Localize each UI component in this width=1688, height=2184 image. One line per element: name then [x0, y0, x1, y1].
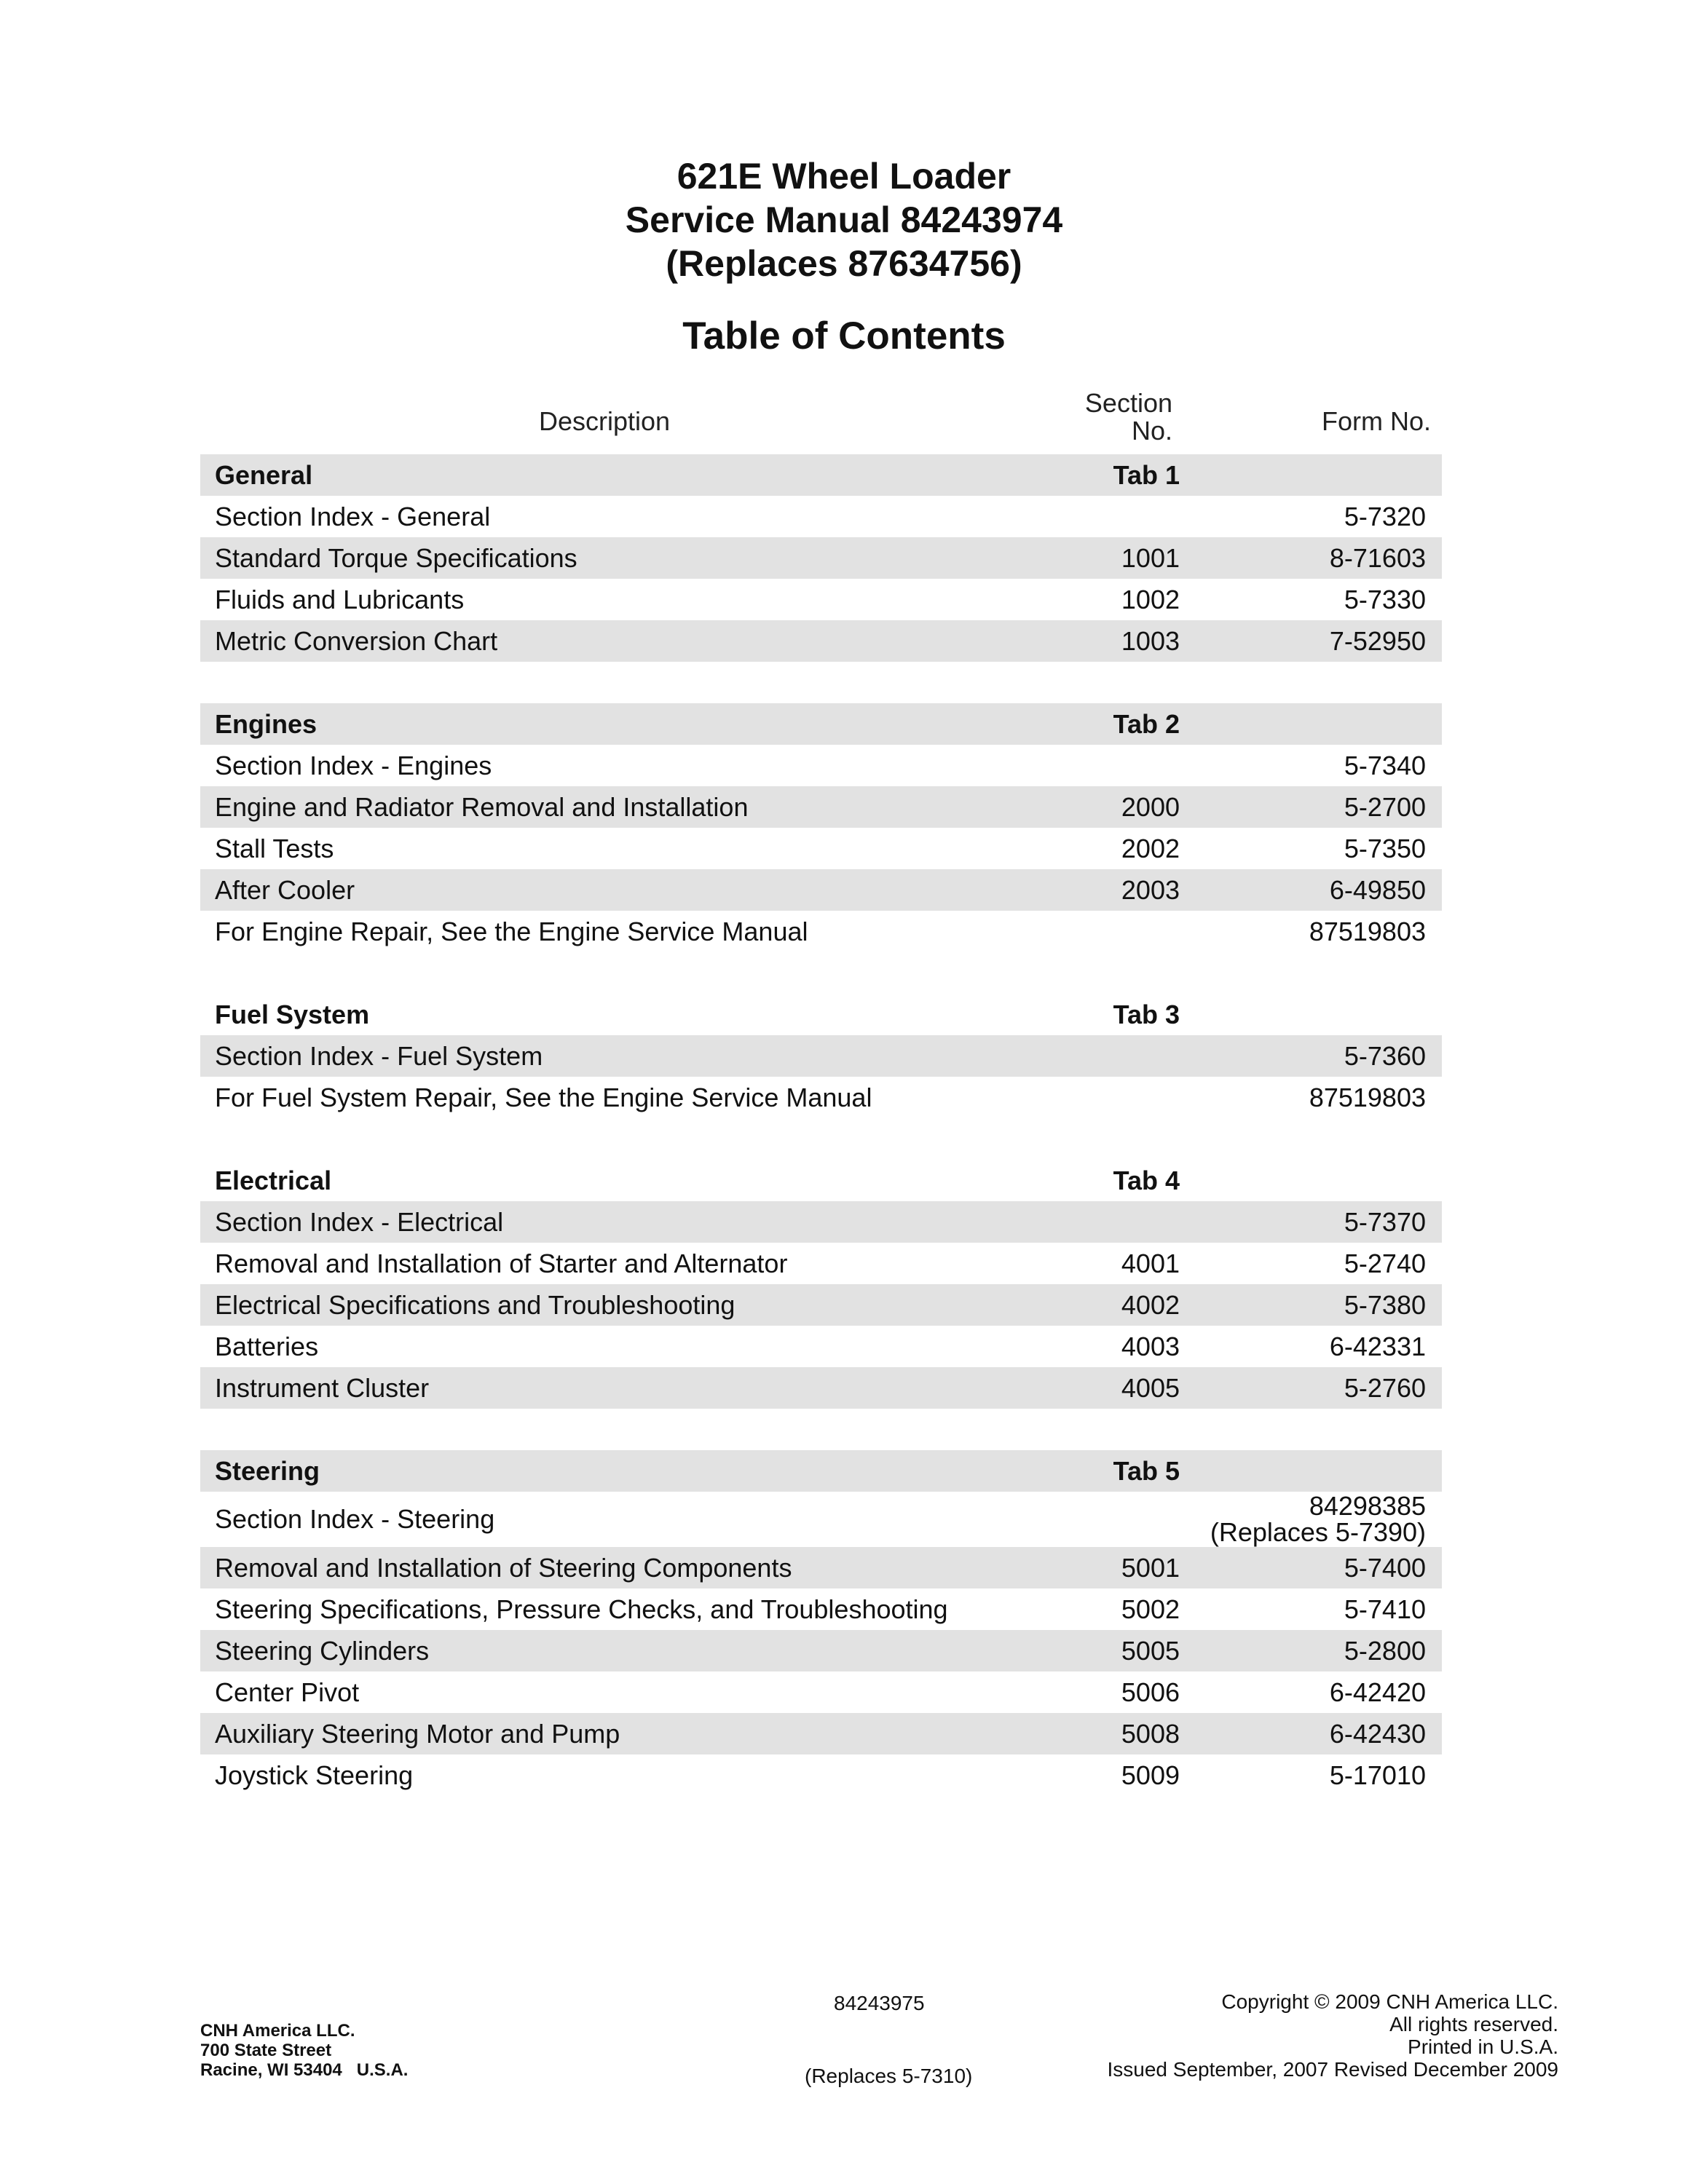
toc-form-number-value: 8-71603 — [1329, 542, 1426, 573]
toc-form-number — [1344, 1289, 1426, 1320]
toc-group-title: Steering — [215, 1455, 320, 1486]
toc-form-number-value: 5-7380 — [1344, 1289, 1426, 1320]
toc-form-number — [1330, 1762, 1426, 1789]
toc-group-title: Fuel System — [215, 999, 370, 1029]
toc-form-number-value: 87519803 — [1309, 1082, 1426, 1112]
toc-form-number — [1329, 625, 1426, 656]
toc-section-number: Tab 5 — [1113, 1455, 1180, 1486]
toc-form-replaces: (Replaces 5-7390) — [1210, 1517, 1426, 1547]
toc-row — [200, 1671, 1442, 1713]
toc-form-number — [1329, 1331, 1426, 1361]
footer-replaces: (Replaces 5-7310) — [805, 2065, 973, 2087]
title-line-manual: Service Manual 84243974 — [625, 199, 1063, 240]
toc-table — [200, 454, 1442, 1837]
toc-form-number — [1344, 584, 1426, 614]
toc-row — [200, 911, 1442, 952]
toc-description: Removal and Installation of Steering Components — [215, 1552, 792, 1583]
toc-description: Steering Specifications, Pressure Checks, and Troubleshooting — [215, 1594, 948, 1624]
column-header-section-line2: No. — [1131, 416, 1172, 446]
toc-form-number-value: 5-7400 — [1344, 1552, 1426, 1583]
toc-description: For Engine Repair, See the Engine Service Manual — [215, 916, 808, 946]
toc-form-number — [1330, 1679, 1426, 1706]
toc-form-number-value: 5-2740 — [1344, 1248, 1426, 1278]
toc-row — [200, 1630, 1442, 1671]
toc-form-number-value: 5-7370 — [1344, 1206, 1426, 1237]
toc-row — [200, 1367, 1442, 1409]
toc-spacer-row — [200, 1796, 1442, 1837]
toc-form-number — [1344, 1635, 1426, 1666]
toc-form-number — [1344, 1594, 1426, 1624]
toc-form-number — [1344, 1040, 1426, 1071]
toc-section-number: 4003 — [1121, 1331, 1180, 1361]
publisher-city: Racine, WI 53404 U.S.A. — [200, 2060, 409, 2080]
toc-form-number — [1344, 1248, 1426, 1278]
toc-form-number — [1344, 501, 1426, 531]
column-header-section — [1078, 389, 1172, 445]
column-header-description: Description — [539, 406, 671, 436]
rights-line: All rights reserved. — [1389, 2013, 1558, 2035]
toc-section-number: 4002 — [1121, 1289, 1180, 1320]
toc-row — [200, 620, 1442, 662]
toc-description: Removal and Installation of Starter and Alternator — [215, 1248, 788, 1278]
toc-spacer-row — [200, 1409, 1442, 1450]
toc-row — [200, 869, 1442, 911]
toc-form-number — [1344, 791, 1426, 822]
toc-section-number: 5005 — [1121, 1635, 1180, 1666]
toc-form-number — [1344, 750, 1426, 780]
toc-description: After Cooler — [215, 874, 355, 905]
toc-form-number-value: 5-7410 — [1344, 1594, 1426, 1624]
toc-row — [200, 1243, 1442, 1284]
manual-title — [0, 154, 1688, 285]
toc-form-number-value: 84298385 — [1309, 1491, 1426, 1521]
toc-description: Section Index - Electrical — [215, 1206, 504, 1237]
toc-group-row — [200, 994, 1442, 1035]
toc-form-number — [1329, 874, 1426, 905]
printed-line: Printed in U.S.A. — [1408, 2035, 1558, 2058]
toc-form-number-value: 5-7350 — [1344, 833, 1426, 863]
publisher-name: CNH America LLC. — [200, 2021, 355, 2041]
toc-section-number: 5002 — [1121, 1594, 1180, 1624]
toc-description: Steering Cylinders — [215, 1635, 430, 1666]
toc-row — [200, 745, 1442, 786]
toc-form-number — [1344, 1206, 1426, 1237]
toc-spacer-row — [200, 1118, 1442, 1160]
toc-row — [200, 1547, 1442, 1588]
toc-section-number: 1002 — [1121, 584, 1180, 614]
toc-description: Section Index - General — [215, 501, 491, 531]
toc-form-number-value: 5-2700 — [1344, 791, 1426, 822]
copyright-line: Copyright © 2009 CNH America LLC. — [1221, 1990, 1558, 2013]
toc-spacer-row — [200, 662, 1442, 703]
toc-form-number-value: 5-7360 — [1344, 1040, 1426, 1071]
toc-description: Joystick Steering — [215, 1760, 414, 1790]
toc-section-number: 2002 — [1121, 833, 1180, 863]
toc-group-row — [200, 1450, 1442, 1492]
toc-row — [200, 537, 1442, 579]
toc-group-row — [200, 1160, 1442, 1201]
toc-form-number-value: 7-52950 — [1329, 625, 1426, 656]
toc-description: Center Pivot — [215, 1677, 360, 1707]
toc-description: Section Index - Fuel System — [215, 1040, 543, 1071]
toc-row — [200, 786, 1442, 828]
toc-section-number: Tab 1 — [1113, 459, 1180, 490]
toc-section-number: 4005 — [1121, 1372, 1180, 1403]
column-header-section-line1: Section — [1084, 388, 1172, 418]
issued-line: Issued September, 2007 Revised December 2009 — [1107, 2058, 1558, 2081]
footer-form-number: 84243975 — [834, 1992, 925, 2014]
toc-section-number: 2000 — [1121, 791, 1180, 822]
toc-form-number-value: 5-7340 — [1344, 750, 1426, 780]
toc-description: Electrical Specifications and Troubleshooting — [215, 1289, 735, 1320]
title-line-replaces: (Replaces 87634756) — [666, 243, 1022, 284]
copyright-block — [1108, 1990, 1559, 2081]
toc-section-number: 5001 — [1121, 1552, 1180, 1583]
toc-section-number: 1003 — [1121, 625, 1180, 656]
toc-form-number — [1344, 833, 1426, 863]
toc-row — [200, 1284, 1442, 1326]
toc-spacer-row — [200, 952, 1442, 994]
toc-section-number: 4001 — [1121, 1248, 1180, 1278]
publisher-address — [200, 2021, 408, 2080]
toc-form-number-value: 5-2800 — [1344, 1635, 1426, 1666]
toc-form-number — [1329, 1718, 1426, 1749]
toc-heading: Table of Contents — [682, 314, 1006, 357]
toc-description: Section Index - Steering — [215, 1504, 495, 1534]
toc-description: Batteries — [215, 1331, 319, 1361]
toc-row — [200, 1201, 1442, 1243]
toc-description: Section Index - Engines — [215, 750, 492, 780]
toc-form-number-value: 6-42430 — [1329, 1718, 1426, 1749]
toc-group-title: Engines — [215, 708, 318, 739]
toc-description: Fluids and Lubricants — [215, 584, 465, 614]
toc-row — [200, 579, 1442, 620]
toc-form-number — [1309, 916, 1426, 946]
toc-group-row — [200, 454, 1442, 496]
toc-section-number: 5009 — [1121, 1760, 1180, 1790]
toc-row — [200, 1326, 1442, 1367]
toc-description: Auxiliary Steering Motor and Pump — [215, 1718, 620, 1749]
toc-row — [200, 828, 1442, 869]
toc-row — [200, 1035, 1442, 1077]
toc-row — [200, 1077, 1442, 1118]
publisher-street: 700 State Street — [200, 2041, 332, 2060]
toc-description: Instrument Cluster — [215, 1372, 430, 1403]
toc-form-number — [1309, 1082, 1426, 1112]
toc-section-number: 2003 — [1121, 874, 1180, 905]
title-line-model: 621E Wheel Loader — [677, 156, 1011, 197]
toc-description: Standard Torque Specifications — [215, 542, 577, 573]
toc-form-number-value: 5-17010 — [1329, 1760, 1426, 1790]
toc-form-number — [1210, 1493, 1426, 1546]
toc-group-title: General — [215, 459, 313, 490]
toc-section-number: 5006 — [1121, 1677, 1180, 1707]
toc-row — [200, 496, 1442, 537]
toc-form-number — [1344, 1552, 1426, 1583]
toc-group-title: Electrical — [215, 1165, 332, 1195]
toc-row — [200, 1754, 1442, 1796]
column-header-form: Form No. — [1321, 406, 1431, 436]
toc-description: Stall Tests — [215, 833, 334, 863]
toc-form-number — [1344, 1372, 1426, 1403]
toc-form-number-value: 6-42420 — [1329, 1677, 1426, 1707]
toc-section-number: 5008 — [1121, 1718, 1180, 1749]
toc-form-number-value: 5-7330 — [1344, 584, 1426, 614]
toc-section-number: Tab 4 — [1113, 1165, 1180, 1195]
toc-description: Metric Conversion Chart — [215, 625, 498, 656]
toc-section-number: 1001 — [1121, 542, 1180, 573]
toc-row — [200, 1588, 1442, 1630]
toc-form-number-value: 6-42331 — [1329, 1331, 1426, 1361]
toc-description: For Fuel System Repair, See the Engine Service Manual — [215, 1082, 872, 1112]
toc-row — [200, 1492, 1442, 1547]
toc-form-number-value: 6-49850 — [1329, 874, 1426, 905]
toc-row — [200, 1713, 1442, 1754]
toc-form-number — [1329, 542, 1426, 573]
toc-description: Engine and Radiator Removal and Installation — [215, 791, 749, 822]
toc-section-number: Tab 2 — [1113, 708, 1180, 739]
toc-form-number-value: 5-2760 — [1344, 1372, 1426, 1403]
toc-section-number: Tab 3 — [1113, 999, 1180, 1029]
toc-group-row — [200, 703, 1442, 745]
toc-form-number-value: 87519803 — [1309, 916, 1426, 946]
toc-form-number-value: 5-7320 — [1344, 501, 1426, 531]
